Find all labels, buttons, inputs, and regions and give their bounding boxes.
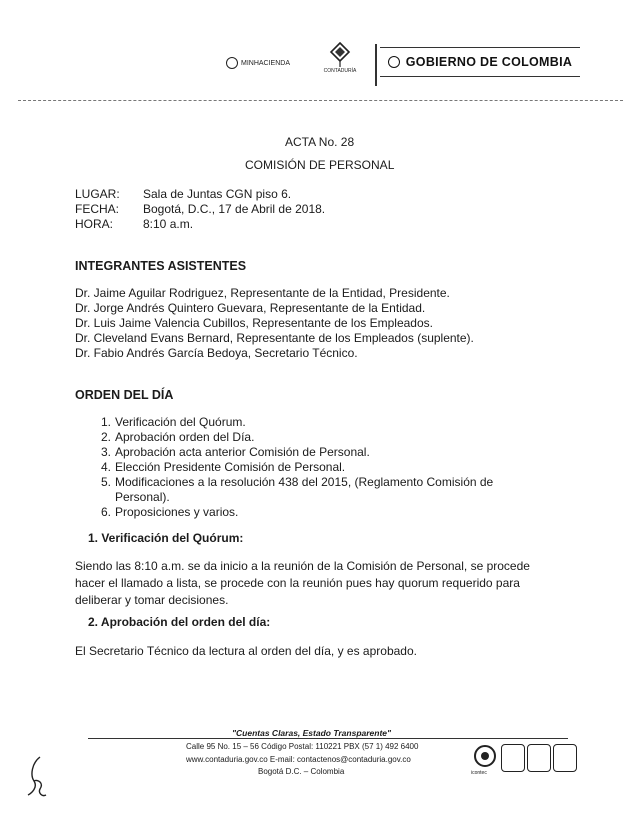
cert-seal-1-icon xyxy=(501,744,525,772)
gov-seal-icon xyxy=(388,56,400,68)
orden-item-num: 1. xyxy=(100,415,111,429)
paragraph-line: Siendo las 8:10 a.m. se da inicio a la reunión de la Comisión de Personal, se procede xyxy=(75,559,530,573)
orden-item-num: 2. xyxy=(100,430,111,444)
member-item: Dr. Jaime Aguilar Rodriguez, Representante de la Entidad, Presidente. xyxy=(75,286,450,300)
footer-city: Bogotá D.C. – Colombia xyxy=(258,767,345,776)
orden-item-continuation: Personal). xyxy=(115,490,170,504)
signature-icon xyxy=(26,755,48,804)
cert-seal-2-icon xyxy=(527,744,551,772)
lugar-label: LUGAR: xyxy=(75,187,120,201)
gobierno-text: GOBIERNO DE COLOMBIA xyxy=(405,55,573,69)
lugar-value: Sala de Juntas CGN piso 6. xyxy=(143,187,292,201)
fecha-value: Bogotá, D.C., 17 de Abril de 2018. xyxy=(143,202,326,216)
member-item: Dr. Fabio Andrés García Bedoya, Secretario Técnico. xyxy=(75,346,358,360)
header-rule xyxy=(18,100,623,101)
asistentes-heading: INTEGRANTES ASISTENTES xyxy=(75,259,247,273)
orden-item: Aprobación orden del Día. xyxy=(115,430,255,444)
orden-item: Aprobación acta anterior Comisión de Personal. xyxy=(115,445,370,459)
footer-address: Calle 95 No. 15 – 56 Código Postal: 110221 PBX (57 1) 492 6400 xyxy=(186,742,419,751)
orden-item: Elección Presidente Comisión de Personal. xyxy=(115,460,346,474)
orden-paragraph xyxy=(75,643,571,660)
footer-rule xyxy=(88,738,568,739)
minhacienda-logo xyxy=(226,57,290,69)
orden-item-num: 3. xyxy=(100,445,111,459)
icontec-label: icontec xyxy=(471,770,487,776)
hora-label: HORA: xyxy=(75,217,114,231)
hora-value: 8:10 a.m. xyxy=(143,217,194,231)
minhacienda-text: MINHACIENDA xyxy=(241,59,291,67)
orden-item: Proposiciones y varios. xyxy=(115,505,239,519)
footer-slogan: "Cuentas Claras, Estado Transparente" xyxy=(232,728,392,738)
contaduria-logo xyxy=(320,42,360,74)
cert-seal-3-icon xyxy=(553,744,577,772)
seal-icon xyxy=(226,57,238,69)
footer-web: www.contaduria.gov.co E-mail: contactenos@contaduria.gov.co xyxy=(186,755,411,764)
orden-heading: ORDEN DEL DÍA xyxy=(75,388,174,402)
member-item: Dr. Luis Jaime Valencia Cubillos, Representante de los Empleados. xyxy=(75,316,433,330)
comision-title: COMISIÓN DE PERSONAL xyxy=(245,158,395,172)
quorum-paragraph xyxy=(75,558,571,609)
gobierno-logo xyxy=(380,47,580,77)
member-item: Dr. Cleveland Evans Bernard, Representante de los Empleados (suplente). xyxy=(75,331,474,345)
section-heading-quorum: 1. Verificación del Quórum: xyxy=(88,531,244,545)
paragraph-line: deliberar y tomar decisiones. xyxy=(75,593,229,607)
section-heading-orden: 2. Aprobación del orden del día: xyxy=(88,615,271,629)
member-item: Dr. Jorge Andrés Quintero Guevara, Representante de la Entidad. xyxy=(75,301,426,315)
orden-item: Verificación del Quórum. xyxy=(115,415,246,429)
icontec-icon xyxy=(473,744,497,773)
paragraph-line: El Secretario Técnico da lectura al orden del día, y es aprobado. xyxy=(75,644,417,658)
header-divider xyxy=(375,44,377,86)
orden-item-num: 5. xyxy=(100,475,111,489)
orden-item-num: 6. xyxy=(100,505,111,519)
orden-item: Modificaciones a la resolución 438 del 2015, (Reglamento Comisión de xyxy=(115,475,494,489)
orden-item-num: 4. xyxy=(100,460,111,474)
contaduria-emblem-icon xyxy=(329,42,351,68)
contaduria-text: CONTADURÍA xyxy=(323,68,357,74)
paragraph-line: hacer el llamado a lista, se procede con la reunión pues hay quorum requerido para xyxy=(75,576,520,590)
acta-title: ACTA No. 28 xyxy=(285,135,355,149)
fecha-label: FECHA: xyxy=(75,202,120,216)
